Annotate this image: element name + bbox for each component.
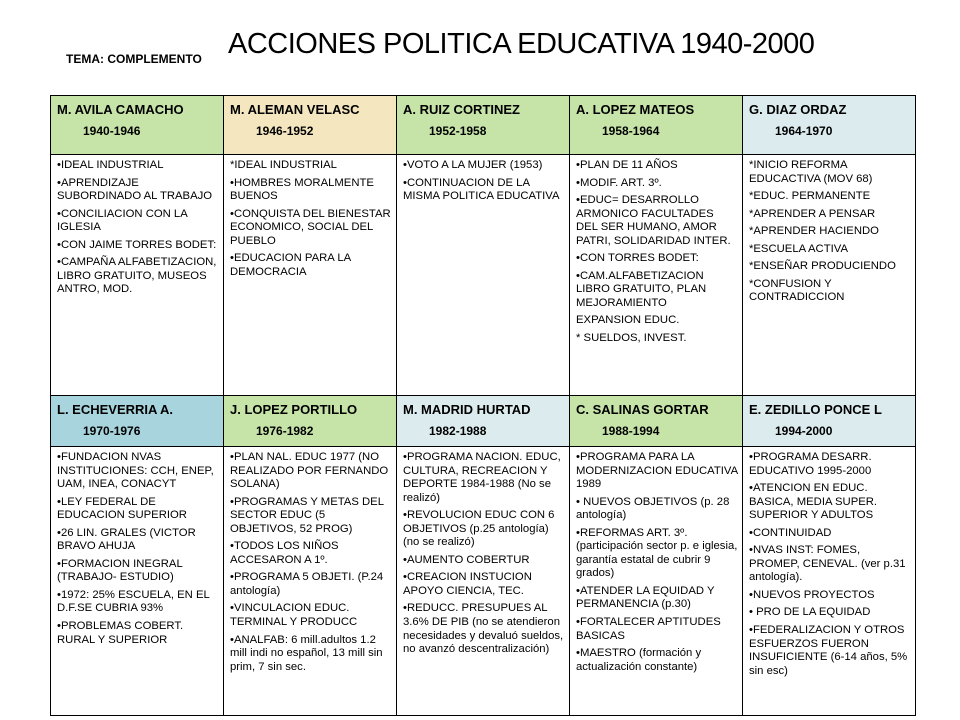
action-item: •REDUCC. PRESUPUES AL 3.6% DE PIB (no se atendieron necesidades y devaluó sueldos, no avanzó descentralización)	[403, 602, 564, 656]
period-years: 1964-1970	[775, 123, 833, 138]
period-years: 1988-1994	[602, 423, 660, 438]
topic-label: TEMA: COMPLEMENTO	[66, 52, 202, 66]
action-item: •VOTO A LA MUJER (1953)	[403, 159, 543, 171]
president-name: A. LOPEZ MATEOS	[576, 102, 695, 117]
action-item: •CONTINUACION DE LA MISMA POLITICA EDUCATIVA	[403, 176, 560, 203]
period-actions	[51, 155, 224, 396]
period-years: 1946-1952	[256, 123, 314, 138]
action-item: •NUEVOS PROYECTOS	[749, 588, 875, 601]
period-years: 1982-1988	[429, 423, 487, 438]
header-row-1940-1970	[51, 96, 916, 155]
action-item: •CONCILIACION CON LA IGLESIA	[57, 207, 188, 234]
period-years: 1940-1946	[83, 123, 141, 138]
action-item: •EDUC= DESARROLLO ARMONICO FACULTADES DEL SER HUMANO, AMOR PATRI, SOLIDARIDAD INTER.	[576, 194, 731, 247]
action-item: • PRO DE LA EQUIDAD	[749, 606, 871, 619]
action-item: •PROGRAMA DESARR. EDUCATIVO 1995-2000	[749, 451, 872, 477]
president-name: L. ECHEVERRIA A.	[57, 402, 174, 417]
period-actions	[397, 447, 570, 716]
period-header	[743, 96, 916, 155]
header-row-1970-2000	[51, 396, 916, 447]
education-policy-table	[50, 95, 916, 716]
action-item: *EDUC. PERMANENTE	[749, 190, 871, 203]
action-item: •PROGRAMA NACION. EDUC, CULTURA, RECREACION Y DEPORTE 1984-1988 (No se realizó)	[403, 451, 561, 504]
period-header	[397, 396, 570, 447]
action-item: •PROGRAMA 5 OBJETI. (P.24 antología)	[230, 571, 384, 597]
action-item: *INICIO REFORMA EDUCACTIVA (MOV 68)	[749, 159, 873, 185]
slide-header	[0, 0, 960, 95]
period-header	[397, 96, 570, 155]
action-item: •APRENDIZAJE SUBORDINADO AL TRABAJO	[57, 176, 213, 203]
action-item: •CONTINUIDAD	[749, 526, 832, 539]
action-item: • NUEVOS OBJETIVOS (p. 28 antología)	[576, 495, 730, 522]
action-item: •MAESTRO (formación y actualización constante)	[576, 647, 702, 673]
action-item: •PROGRAMA PARA LA MODERNIZACION EDUCATIVA 1989	[576, 451, 738, 491]
period-years: 1976-1982	[256, 423, 314, 438]
action-item: •CAMPAÑA ALFABETIZACION, LIBRO GRATUITO, MUSEOS ANTRO, MOD.	[57, 256, 217, 296]
period-actions	[570, 447, 743, 716]
president-name: E. ZEDILLO PONCE L	[749, 402, 882, 417]
action-item: •IDEAL INDUSTRIAL	[57, 159, 164, 171]
content-row-1940-1970	[51, 155, 916, 396]
period-header	[51, 96, 224, 155]
action-item: •PLAN NAL. EDUC 1977 (NO REALIZADO POR FERNANDO SOLANA)	[230, 451, 389, 491]
action-item: •ATENCION EN EDUC. BASICA, MEDIA SUPER. SUPERIOR Y ADULTOS	[749, 482, 878, 522]
action-item: •HOMBRES MORALMENTE BUENOS	[230, 176, 374, 203]
content-row-1970-2000	[51, 447, 916, 716]
action-item: *APRENDER HACIENDO	[749, 225, 879, 238]
action-item: *CONFUSION Y CONTRADICCION	[749, 277, 845, 304]
period-years: 1970-1976	[83, 423, 141, 438]
president-name: M. AVILA CAMACHO	[57, 102, 184, 117]
action-item: •CREACION INSTUCION APOYO CIENCIA, TEC.	[403, 571, 532, 597]
period-actions	[570, 155, 743, 396]
action-item: •ANALFAB: 6 mill.adultos 1.2 mill indi no español, 13 mill sin prim, 7 sin sec.	[230, 633, 383, 673]
president-name: G. DIAZ ORDAZ	[749, 102, 847, 117]
action-item: •ATENDER LA EQUIDAD Y PERMANENCIA (p.30)	[576, 584, 715, 611]
president-name: C. SALINAS GORTAR	[576, 402, 709, 417]
action-item: •CONQUISTA DEL BIENESTAR ECONOMICO, SOCIAL DEL PUEBLO	[230, 207, 391, 247]
action-item: EXPANSION EDUC.	[576, 314, 680, 327]
period-years: 1994-2000	[775, 423, 833, 438]
president-name: A. RUIZ CORTINEZ	[403, 102, 520, 117]
period-actions	[224, 155, 397, 396]
period-header	[224, 96, 397, 155]
action-item: •PLAN DE 11 AÑOS	[576, 159, 678, 171]
period-years: 1958-1964	[602, 123, 660, 138]
period-actions	[51, 447, 224, 716]
president-name: M. MADRID HURTAD	[403, 402, 531, 417]
period-header	[570, 96, 743, 155]
action-item: •1972: 25% ESCUELA, EN EL D.F.SE CUBRIA 93%	[57, 588, 210, 615]
action-item: •CON TORRES BODET:	[576, 252, 699, 265]
action-item: •MODIF. ART. 3º.	[576, 176, 662, 189]
period-header	[570, 396, 743, 447]
period-header	[743, 396, 916, 447]
president-name: M. ALEMAN VELASC	[230, 102, 360, 117]
action-item: •FUNDACION NVAS INSTITUCIONES: CCH, ENEP, UAM, INEA, CONACYT	[57, 451, 214, 491]
period-actions	[743, 155, 916, 396]
period-header	[51, 396, 224, 447]
action-item: •PROBLEMAS COBERT. RURAL Y SUPERIOR	[57, 620, 184, 646]
period-actions	[224, 447, 397, 716]
action-item: •AUMENTO COBERTUR	[403, 553, 530, 566]
action-item: •26 LIN. GRALES (VICTOR BRAVO AHUJA	[57, 526, 196, 553]
action-item: *ENSEÑAR PRODUCIENDO	[749, 260, 896, 273]
period-header	[224, 396, 397, 447]
action-item: •PROGRAMAS Y METAS DEL SECTOR EDUC (5 OBJETIVOS, 52 PROG)	[230, 495, 384, 535]
action-item: •CON JAIME TORRES BODET:	[57, 238, 217, 251]
action-item: •EDUCACION PARA LA DEMOCRACIA	[230, 252, 351, 278]
action-item: * SUELDOS, INVEST.	[576, 332, 687, 345]
action-item: •FORTALECER APTITUDES BASICAS	[576, 616, 721, 642]
period-actions	[397, 155, 570, 396]
page-title: ACCIONES POLITICA EDUCATIVA 1940-2000	[228, 28, 815, 60]
action-item: •REFORMAS ART. 3º.(participación sector p. e iglesia, garantía estatal de cubrir 9 grados)	[576, 526, 738, 580]
action-item: *IDEAL INDUSTRIAL	[230, 159, 337, 171]
action-item: •LEY FEDERAL DE EDUCACION SUPERIOR	[57, 495, 187, 522]
action-item: •VINCULACION EDUC. TERMINAL Y PRODUCC	[230, 602, 358, 629]
action-item: •NVAS INST: FOMES, PROMEP, CENEVAL. (ver p.31 antología).	[749, 544, 906, 584]
action-item: *APRENDER A PENSAR	[749, 207, 876, 220]
period-years: 1952-1958	[429, 123, 487, 138]
action-item: •FORMACION INEGRAL (TRABAJO- ESTUDIO)	[57, 557, 183, 584]
action-item: •REVOLUCION EDUC CON 6 OBJETIVOS (p.25 antología) (no se realizó)	[403, 509, 555, 549]
period-actions	[743, 447, 916, 716]
action-item: *ESCUELA ACTIVA	[749, 242, 848, 255]
action-item: •FEDERALIZACION Y OTROS ESFUERZOS FUERON INSUFICIENTE (6-14 años, 5% sin esc)	[749, 624, 908, 677]
action-item: •CAM.ALFABETIZACION LIBRO GRATUITO, PLAN MEJORAMIENTO	[576, 269, 707, 309]
action-item: •TODOS LOS NIÑOS ACCESARON A 1º.	[230, 540, 339, 566]
president-name: J. LOPEZ PORTILLO	[230, 402, 358, 417]
